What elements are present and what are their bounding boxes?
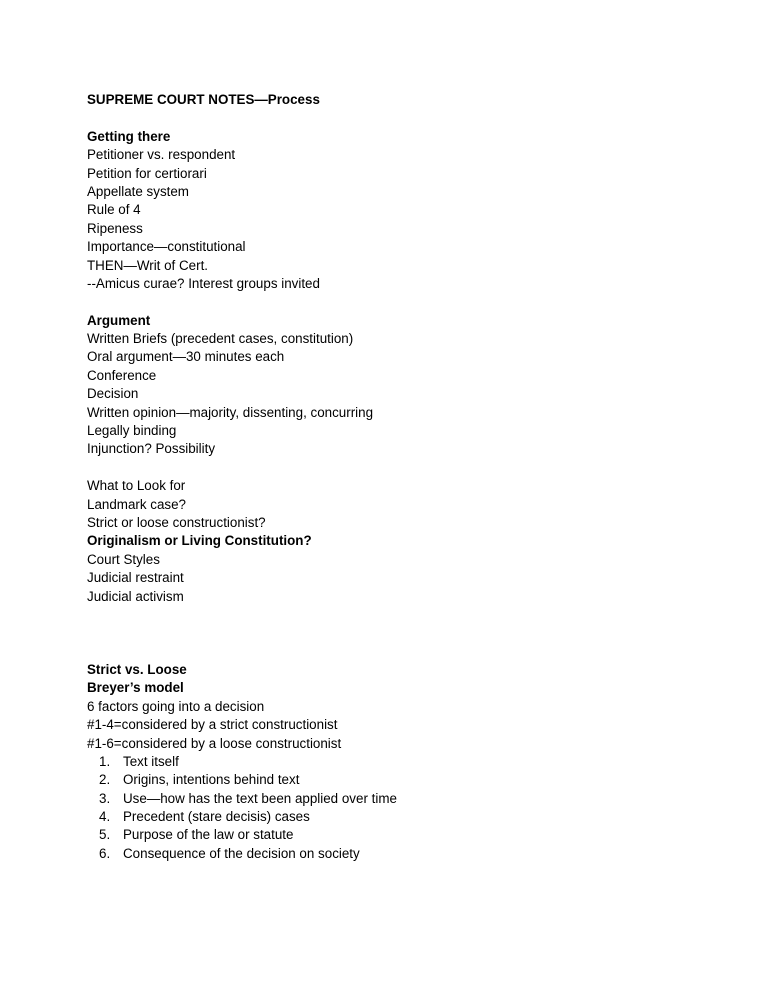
note-line: Oral argument—30 minutes each [87,349,285,365]
note-line: --Amicus curae? Interest groups invited [87,275,320,291]
list-text: Precedent (stare decisis) cases [123,809,310,825]
section-heading-argument: Argument [87,312,151,328]
note-line: Ripeness [87,220,143,236]
note-line: Injunction? Possibility [87,441,216,457]
note-line: Judicial restraint [87,570,184,586]
list-text: Use—how has the text been applied over time [123,790,397,806]
note-line: Landmark case? [87,496,186,512]
list-text: Origins, intentions behind text [123,772,300,788]
numbered-list-item [87,826,687,844]
note-line: Petition for certiorari [87,165,207,181]
spacer [87,459,687,477]
note-line: Importance—constitutional [87,239,246,255]
section-heading-strict-vs-loose: Strict vs. Loose [87,661,187,677]
note-line: What to Look for [87,478,186,494]
list-number: 5. [99,827,111,843]
note-line: #1-6=considered by a loose constructionist [87,735,342,751]
spacer [87,109,687,127]
note-line: Written opinion—majority, dissenting, concurring [87,404,374,420]
numbered-list-item [87,845,687,863]
spacer [87,293,687,311]
note-line: Court Styles [87,551,160,567]
note-line-emphasis: Originalism or Living Constitution? [87,533,312,549]
note-line: Strict or loose constructionist? [87,514,266,530]
list-number: 4. [99,809,111,825]
document-page [87,91,687,863]
list-number: 3. [99,790,111,806]
note-line: #1-4=considered by a strict constructionist [87,717,338,733]
list-number: 2. [99,772,111,788]
note-line: Petitioner vs. respondent [87,147,236,163]
list-text: Text itself [123,753,179,769]
list-number: 6. [99,845,111,861]
note-line: Appellate system [87,183,189,199]
section-heading-getting-there: Getting there [87,128,171,144]
note-line: THEN—Writ of Cert. [87,257,209,273]
numbered-list-item [87,808,687,826]
section-subheading-breyers-model: Breyer’s model [87,680,184,696]
list-text: Consequence of the decision on society [123,845,360,861]
note-line: Legally binding [87,423,177,439]
page-title: SUPREME COURT NOTES—Process [87,92,320,107]
numbered-list-item [87,753,687,771]
list-text: Purpose of the law or statute [123,827,294,843]
note-line: 6 factors going into a decision [87,698,265,714]
numbered-list-item [87,790,687,808]
note-line: Judicial activism [87,588,184,604]
spacer [87,606,687,661]
note-line: Conference [87,367,157,383]
note-line: Written Briefs (precedent cases, constitution) [87,331,354,347]
note-line: Rule of 4 [87,202,141,218]
list-number: 1. [99,753,111,769]
numbered-list-item [87,771,687,789]
note-line: Decision [87,386,139,402]
